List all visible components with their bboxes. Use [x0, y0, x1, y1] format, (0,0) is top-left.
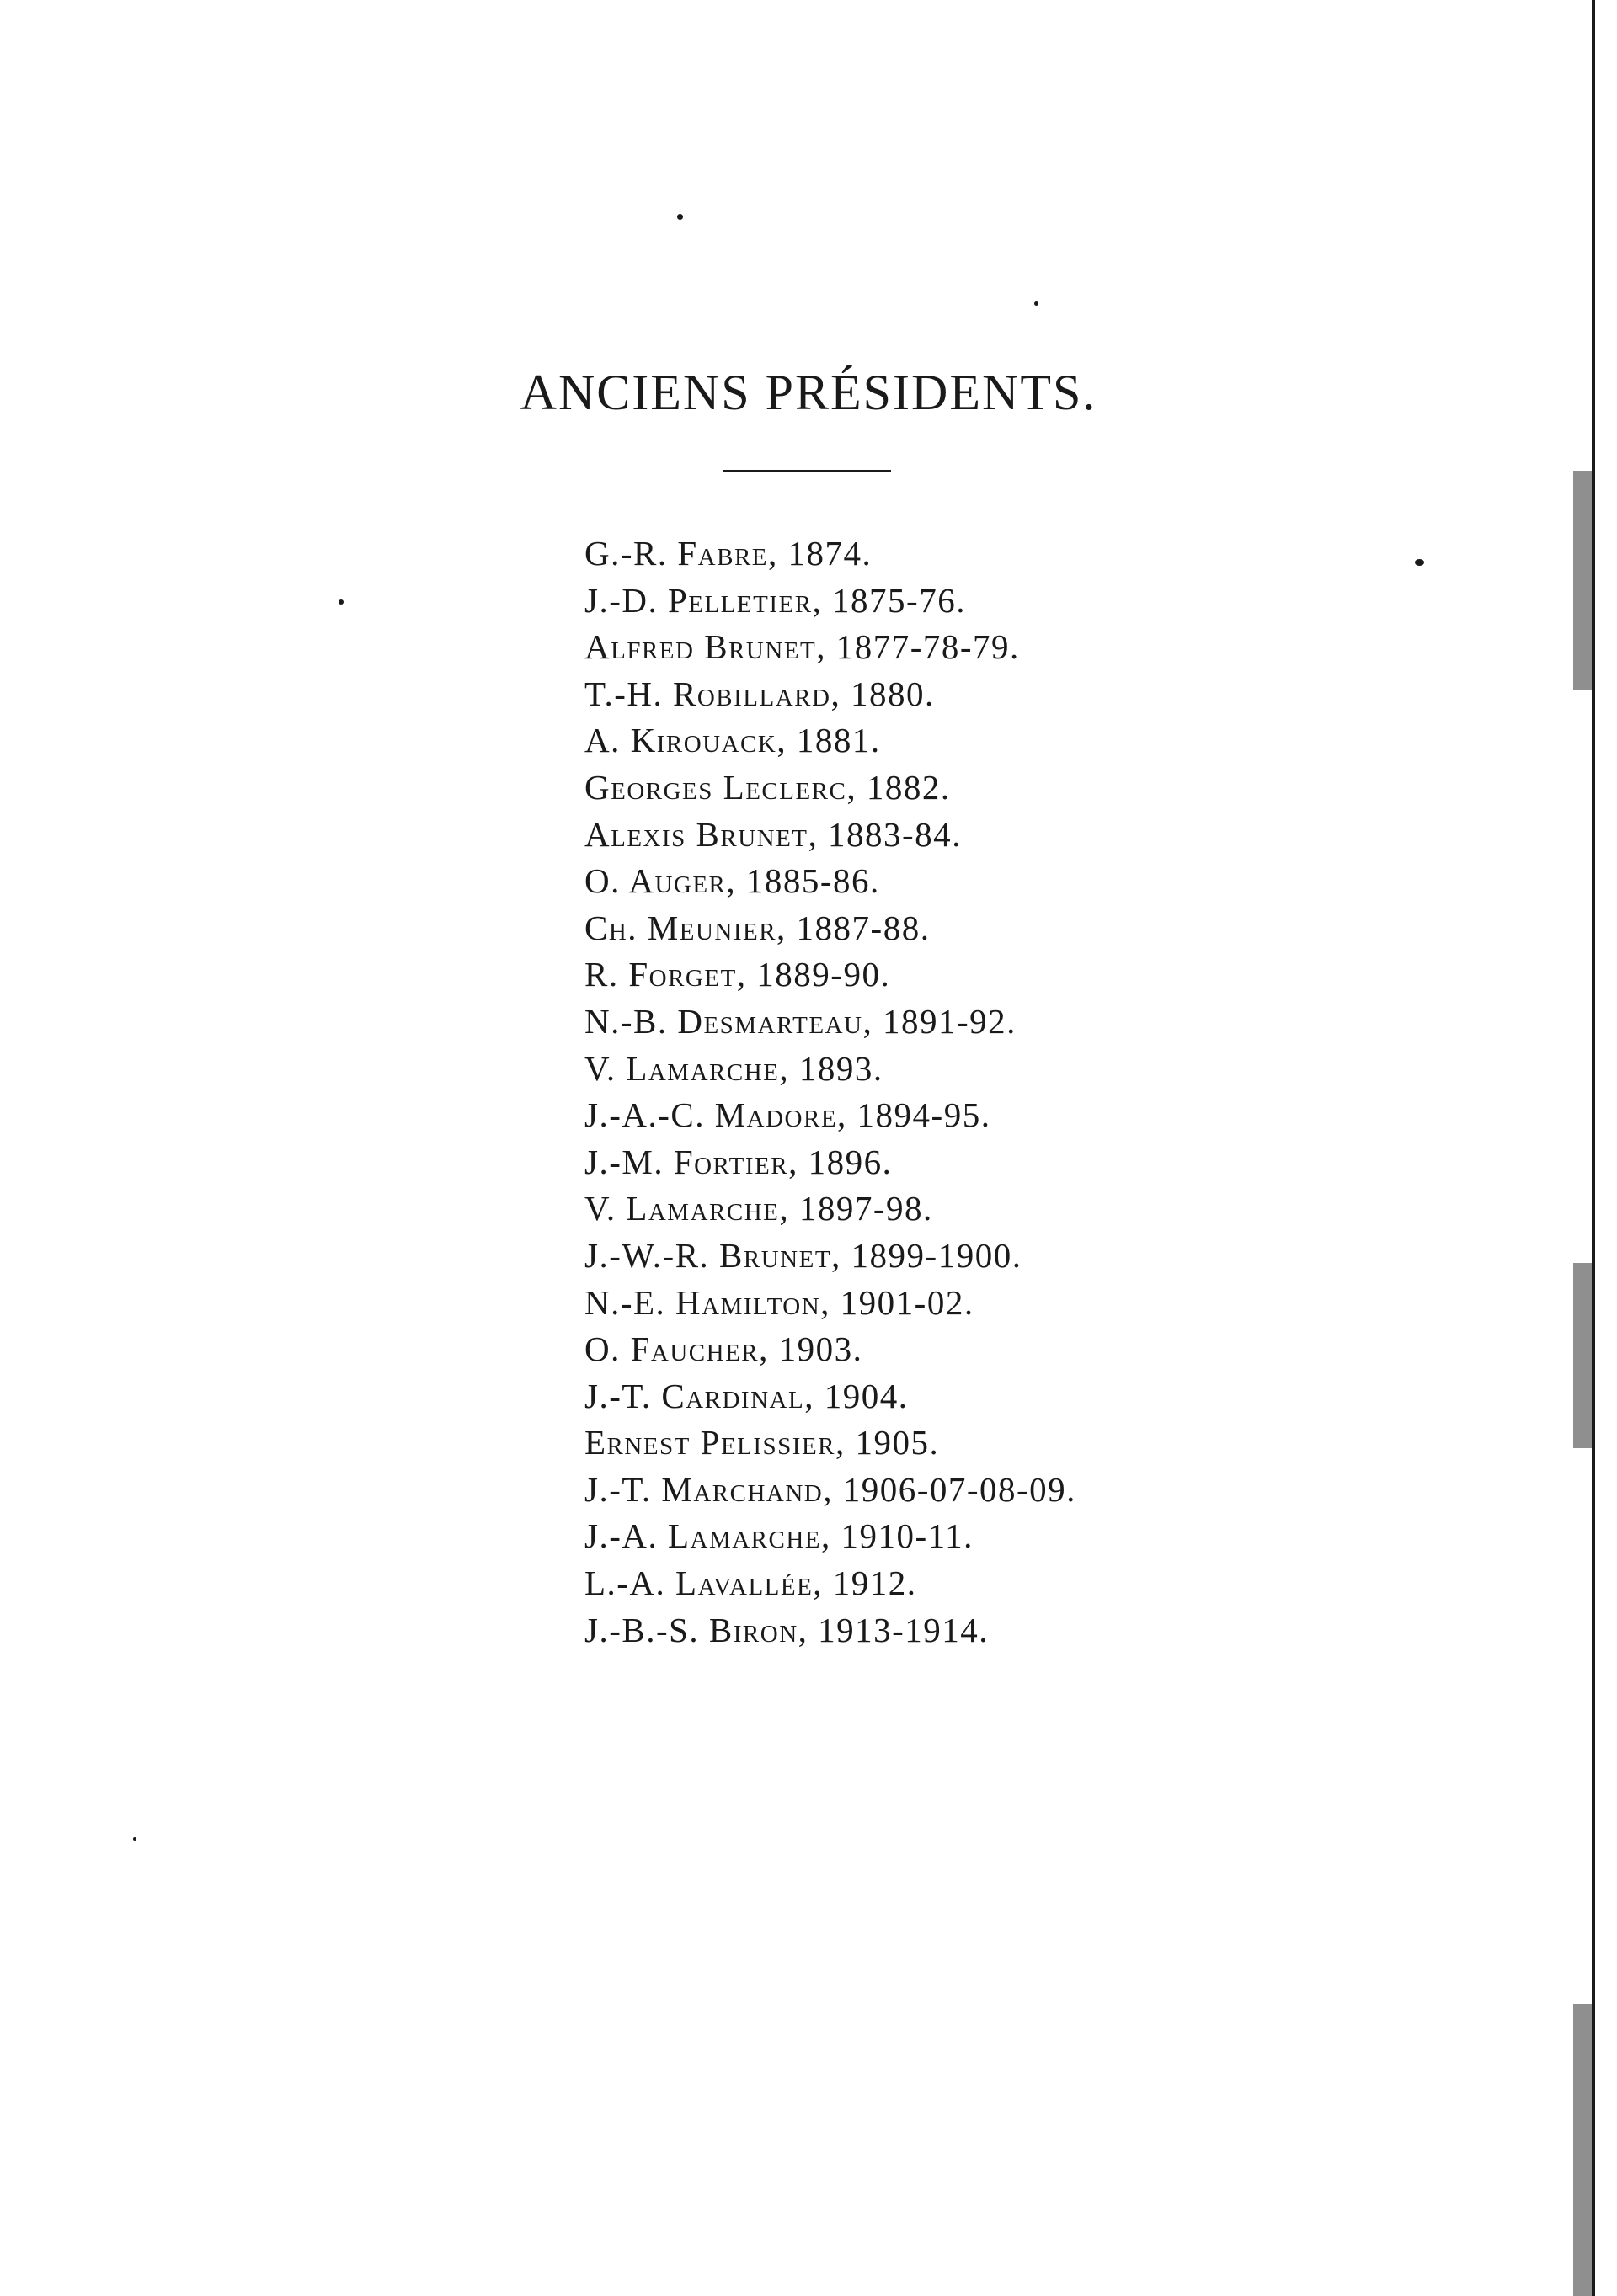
list-item: A. Kirouack, 1881. — [584, 721, 881, 760]
title-rule — [723, 470, 891, 472]
list-item: J.-M. Fortier, 1896. — [584, 1142, 893, 1181]
list-item: J.-A.-C. Madore, 1894-95. — [584, 1095, 991, 1135]
scan-speck — [339, 599, 344, 605]
list-item: V. Lamarche, 1893. — [584, 1048, 883, 1088]
scan-speck — [1034, 301, 1038, 306]
list-item: O. Auger, 1885-86. — [584, 861, 880, 901]
presidents-list — [584, 530, 1076, 1654]
list-item: V. Lamarche, 1897-98. — [584, 1189, 933, 1228]
binding-edge-line — [1592, 0, 1595, 2296]
list-item: J.-D. Pelletier, 1875-76. — [584, 580, 966, 620]
list-item: J.-T. Cardinal, 1904. — [584, 1376, 909, 1415]
list-item: J.-B.-S. Biron, 1913-1914. — [584, 1610, 990, 1649]
list-item: T.-H. Robillard, 1880. — [584, 674, 935, 713]
list-item: N.-B. Desmarteau, 1891-92. — [584, 1001, 1017, 1041]
list-item: Georges Leclerc, 1882. — [584, 767, 951, 807]
scan-speck — [677, 214, 683, 220]
list-item: Ch. Meunier, 1887-88. — [584, 908, 931, 947]
list-item: N.-E. Hamilton, 1901-02. — [584, 1282, 974, 1322]
page-title: ANCIENS PRÉSIDENTS. — [520, 365, 1097, 420]
list-item: O. Faucher, 1903. — [584, 1329, 863, 1369]
list-item: J.-T. Marchand, 1906-07-08-09. — [584, 1469, 1076, 1509]
scan-speck — [1415, 559, 1424, 566]
list-item: J.-A. Lamarche, 1910-11. — [584, 1516, 974, 1556]
list-item: G.-R. Fabre, 1874. — [584, 534, 873, 573]
binding-edge-shadow — [1573, 2004, 1592, 2296]
list-item: Alfred Brunet, 1877-78-79. — [584, 627, 1020, 667]
list-item: Ernest Pelissier, 1905. — [584, 1423, 940, 1462]
list-item: Alexis Brunet, 1883-84. — [584, 814, 962, 854]
list-item: J.-W.-R. Brunet, 1899-1900. — [584, 1235, 1022, 1275]
list-item: R. Forget, 1889-90. — [584, 955, 891, 994]
binding-edge-shadow — [1573, 471, 1592, 690]
scan-speck — [133, 1837, 136, 1841]
list-item: L.-A. Lavallée, 1912. — [584, 1564, 917, 1603]
binding-edge-shadow — [1573, 1263, 1592, 1448]
